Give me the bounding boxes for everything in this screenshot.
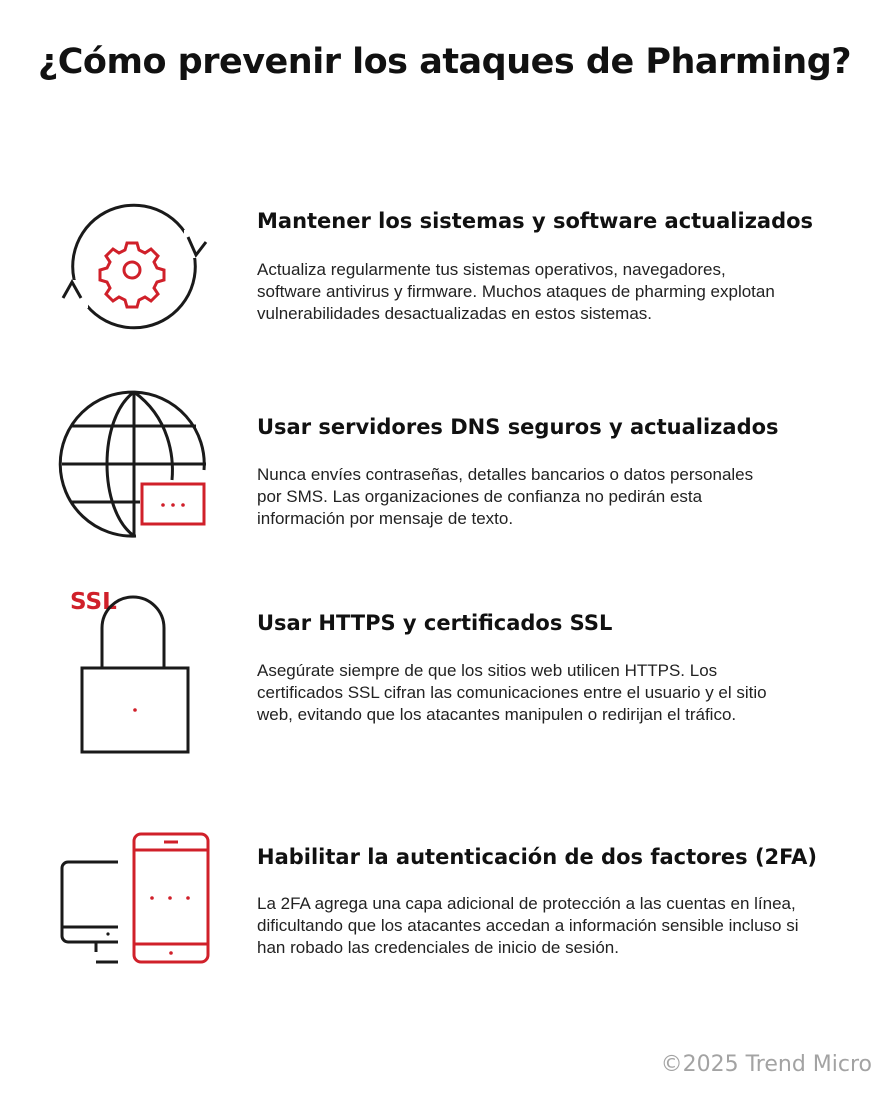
item-body: Nunca envíes contraseñas, detalles bancarios o datos personales por SMS. Las organizaciones de confianza no pedirán esta información por mensaje de texto. <box>257 465 754 528</box>
ssl-label: SSL <box>70 589 117 615</box>
item-body: Actualiza regularmente tus sistemas operativos, navegadores, software antivirus y firmware. Muchos ataques de pharming explotan vulnerabilidades desactualizadas en estos sistemas. <box>257 260 775 323</box>
item-body: Asegúrate siempre de que los sitios web utilicen HTTPS. Los certificados SSL cifran las comunicaciones entre el usuario y el sitio web, evitando que los atacantes manipulen o redirijan el tráfico. <box>257 661 767 724</box>
refresh-gear-icon <box>58 200 208 340</box>
copyright-footer: ©2025 Trend Micro <box>660 1052 872 1077</box>
item-heading: Habilitar la autenticación de dos factores (2FA) <box>257 845 817 869</box>
page-title: ¿Cómo prevenir los ataques de Pharming? <box>37 42 852 82</box>
monitor-phone-icon <box>58 828 214 970</box>
item-heading: Usar HTTPS y certificados SSL <box>257 611 613 635</box>
item-body: La 2FA agrega una capa adicional de protección a las cuentas en línea, dificultando que los atacantes accedan a información sensible incluso si han robado las credenciales de inicio de sesión. <box>257 894 799 957</box>
globe-icon <box>58 388 210 540</box>
ssl-lock-icon <box>68 586 194 758</box>
item-heading: Mantener los sistemas y software actualizados <box>257 209 814 233</box>
item-heading: Usar servidores DNS seguros y actualizados <box>257 415 779 439</box>
